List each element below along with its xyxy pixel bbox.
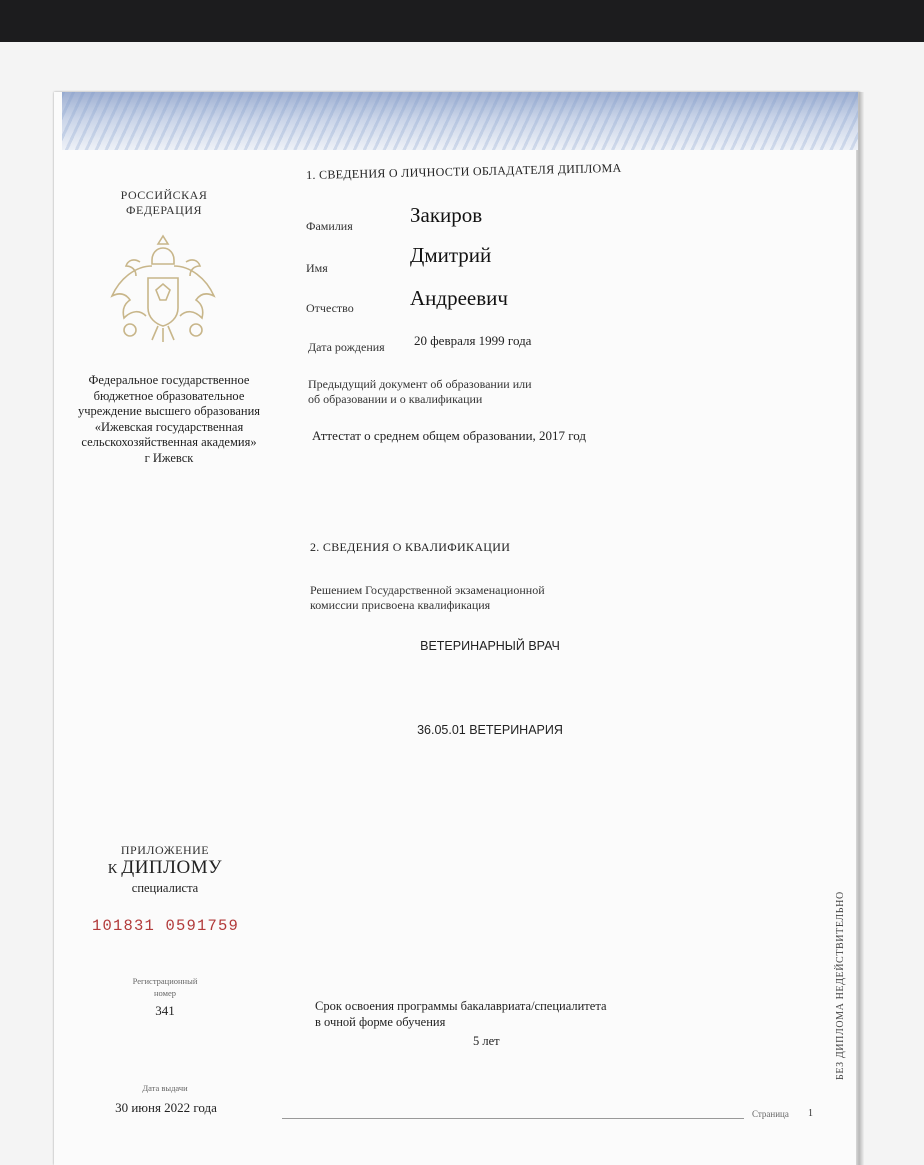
country-line-2: ФЕДЕРАЦИЯ — [126, 203, 202, 217]
previous-document-value: Аттестат о среднем общем образовании, 2017 год — [312, 428, 587, 443]
validity-note: БЕЗ ДИПЛОМА НЕДЕЙСТВИТЕЛЬНО — [835, 891, 846, 1080]
issue-date-label: Дата выдачи — [142, 1083, 188, 1093]
page-label: Страница — [752, 1109, 789, 1119]
country-line-1: РОССИЙСКАЯ — [120, 188, 208, 202]
patronymic-label: Отчество — [306, 301, 354, 315]
patronymic-value: Андреевич — [410, 286, 508, 310]
qualification-decision-text — [310, 583, 545, 613]
institution-line: бюджетное образовательное — [93, 388, 245, 403]
qualification-value: ВЕТЕРИНАРНЫЙ ВРАЧ — [420, 639, 560, 653]
country-name — [100, 188, 228, 218]
study-term-label — [315, 998, 607, 1030]
previous-document-label-line-2: об образовании и о квалификации — [308, 392, 483, 406]
institution-line: Федеральное государственное — [88, 373, 250, 387]
study-term-line-2: в очной форме обучения — [315, 1015, 446, 1029]
appendix-diploma-heading — [96, 857, 234, 879]
appendix-subtitle: специалиста — [131, 881, 199, 895]
paper-edge — [856, 92, 864, 1165]
serial-number: 101831 0591759 — [92, 917, 240, 935]
registration-label-line-2: номер — [153, 988, 177, 998]
institution-name — [58, 373, 280, 466]
previous-document-label-line-1: Предыдущий документ об образовании или — [308, 377, 532, 391]
surname-label: Фамилия — [306, 219, 353, 233]
previous-document-label — [308, 377, 532, 407]
birth-date-label: Дата рождения — [308, 340, 385, 354]
section-2-title: 2. СВЕДЕНИЯ О КВАЛИФИКАЦИИ — [310, 540, 511, 554]
name-value: Дмитрий — [410, 243, 492, 267]
institution-line: «Ижевская государственная — [94, 419, 244, 434]
registration-label — [110, 975, 220, 999]
decision-line-2: комиссии присвоена квалификация — [310, 598, 491, 612]
appendix-diploma-word: ДИПЛОМУ — [121, 857, 223, 878]
study-term-line-1: Срок освоения программы бакалавриата/специалитета — [315, 999, 607, 1013]
registration-number: 341 — [155, 1003, 175, 1018]
institution-line: г Ижевск — [144, 450, 194, 465]
guilloche-header-band — [62, 92, 858, 150]
appendix-title: ПРИЛОЖЕНИЕ — [120, 843, 210, 857]
specialty-value: 36.05.01 ВЕТЕРИНАРИЯ — [417, 723, 563, 737]
section-1-title: 1. СВЕДЕНИЯ О ЛИЧНОСТИ ОБЛАДАТЕЛЯ ДИПЛОМА — [306, 160, 622, 182]
birth-date-value: 20 февраля 1999 года — [414, 333, 532, 348]
registration-label-line-1: Регистрационный — [132, 976, 198, 986]
institution-line: учреждение высшего образования — [77, 404, 261, 418]
issue-date: 30 июня 2022 года — [115, 1100, 217, 1115]
study-term-value: 5 лет — [473, 1034, 500, 1048]
appendix-k: К — [107, 862, 118, 877]
name-label: Имя — [306, 261, 328, 275]
institution-line: сельскохозяйственная академия» — [81, 435, 257, 449]
decision-line-1: Решением Государственной экзаменационной — [310, 583, 545, 597]
footer-rule — [282, 1118, 744, 1119]
page-number: 1 — [808, 1108, 813, 1119]
surname-value: Закиров — [410, 203, 483, 227]
coat-of-arms-emblem — [106, 230, 220, 346]
